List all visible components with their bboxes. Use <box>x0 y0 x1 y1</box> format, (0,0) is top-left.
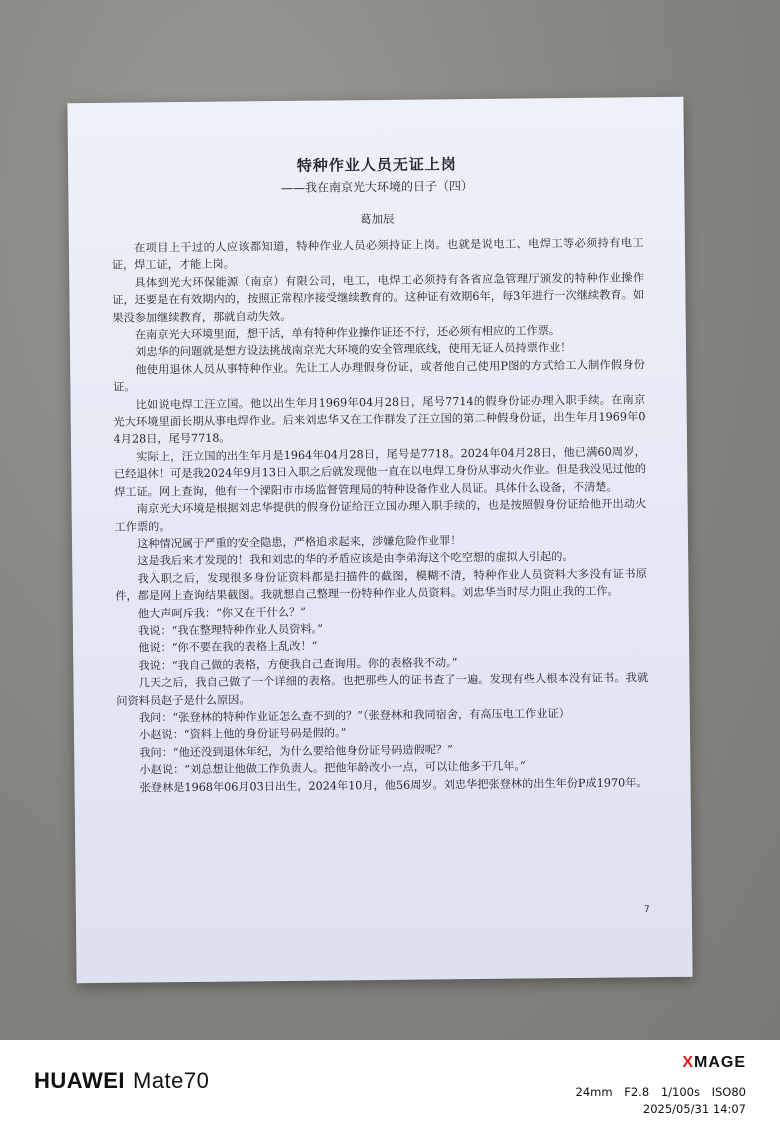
body-paragraph: 这种情况属于严重的安全隐患，严格追求起来，涉嫌危险作业罪！ <box>137 534 462 551</box>
body-paragraph: 我说：“我自己做的表格，方便我自己查询用。你的表格我不动。” <box>138 655 458 673</box>
xmage-rest: MAGE <box>694 1054 746 1071</box>
body-paragraph: 实际上，汪立国的出生年月是1964年04月28日，尾号是7718。2024年04月28日，他已满60周岁，已经退休！可是我2024年9月13日入职之后就发现他一直在以电焊工身份从事动火作业。但是我没见过他的焊工证。网上查询，他有一个溧阳市市场监督管理局的特种设备作业人员证。具体什么设备，不清楚。 <box>113 445 647 499</box>
exif-datetime: 2025/05/31 14:07 <box>642 1102 746 1116</box>
document-author: 葛加辰 <box>360 211 395 227</box>
document-title: 特种作业人员无证上岗 <box>296 155 457 175</box>
body-paragraph: 在南京光大环境里面，想干活，单有特种作业操作证还不行，还必须有相应的工作票。 <box>134 324 561 342</box>
body-paragraph: 小赵说：“刘总想让他做工作负责人。把他年龄改小一点，可以让他多干几年。” <box>139 759 526 777</box>
page-number: 7 <box>643 904 650 916</box>
body-paragraph: 张登林是1968年06月03日出生，2024年10月，他56周岁。刘忠华把张登林的出生年份P成1970年。 <box>139 775 648 795</box>
body-paragraph: 他说：“你不要在我的表格上乱改！” <box>138 640 318 655</box>
exif-shutter: 1/100s <box>660 1085 700 1099</box>
body-paragraph: 具体到光大环保能源（南京）有限公司，电工，电焊工必须持有各省应急管理厅颁发的特种作业操作证，还要是在有效期内的，按照正常程序接受继续教育的。这种证有效期6年，每3年进行一次继续教育。如果没参加继续教育，那就自动失效。 <box>112 271 645 325</box>
body-paragraph: 我入职之后，发现很多身份证资料都是扫描件的截图，模糊不清，特种作业人员资料大多没有证书原件，都是网上查询结果截图。我就想自己整理一份特种作业人员资料。刘忠华当时尽力阻止我的工作。 <box>115 566 648 603</box>
body-paragraph: 我说：“我在整理特种作业人员资料。” <box>137 622 323 638</box>
camera-brand <box>34 1068 209 1094</box>
body-paragraph: 几天之后，我自己做了一个详细的表格。也把那些人的证书查了一遍。发现有些人根本没有证书。我就问资料员赵子是什么原因。 <box>116 671 649 708</box>
brand-maker: HUAWEI <box>34 1068 125 1093</box>
xmage-logo <box>682 1054 746 1072</box>
body-paragraph: 我问：“张登林的特种作业证怎么查不到的？”（张登林和我同宿舍，有高压电工作业证） <box>138 706 570 725</box>
exif-focal: 24mm <box>575 1085 613 1099</box>
body-paragraph: 南京光大环境是根据刘忠华提供的假身份证给汪立国办理入职手续的，也是按照假身份证给他开出动火工作票的。 <box>114 497 647 534</box>
body-paragraph: 刘忠华的问题就是想方设法挑战南京光大环境的安全管理底线，使用无证人员持票作业！ <box>135 341 572 359</box>
body-paragraph: 他大声呵斥我：“你又在干什么？” <box>137 605 306 621</box>
body-paragraph: 比如说电焊工汪立国。他以出生年月1969年04月28日，尾号7714的假身份证办理入职手续。在南京光大环境里面长期从事电焊作业。后来刘忠华又在工作群发了汪立国的第二种假身份证，出生年月1969年04月28日，尾号7718。 <box>113 392 646 447</box>
xmage-x: X <box>682 1054 694 1071</box>
exif-iso: ISO80 <box>711 1085 746 1099</box>
body-paragraph: 我问：“他还没到退休年纪，为什么要给他身份证号码造假呢？” <box>139 743 453 760</box>
body-paragraph: 在项目上干过的人应该都知道，特种作业人员必须持证上岗。也就是说电工、电焊工等必须持有电工证，焊工证，才能上岗。 <box>111 236 644 273</box>
camera-watermark-bar <box>0 1040 780 1127</box>
document-body <box>112 234 650 797</box>
body-paragraph: 小赵说：“资料上他的身份证号码是假的。” <box>139 726 347 742</box>
document-subtitle: ——我在南京光大环境的日子（四） <box>280 179 474 196</box>
document-content <box>111 147 650 797</box>
body-paragraph: 他使用退休人员从事特种作业。先让工人办理假身份证，或者他自己使用P图的方式给工人制作假身份证。 <box>113 358 645 395</box>
exif-info <box>568 1084 746 1118</box>
exif-settings <box>568 1084 746 1101</box>
exif-aperture: F2.8 <box>624 1085 650 1099</box>
brand-model: Mate70 <box>133 1068 210 1093</box>
body-paragraph: 这是我后来才发现的！我和刘忠的华的矛盾应该是由李弟海这个吃空想的虚拟人引起的。 <box>137 550 574 568</box>
